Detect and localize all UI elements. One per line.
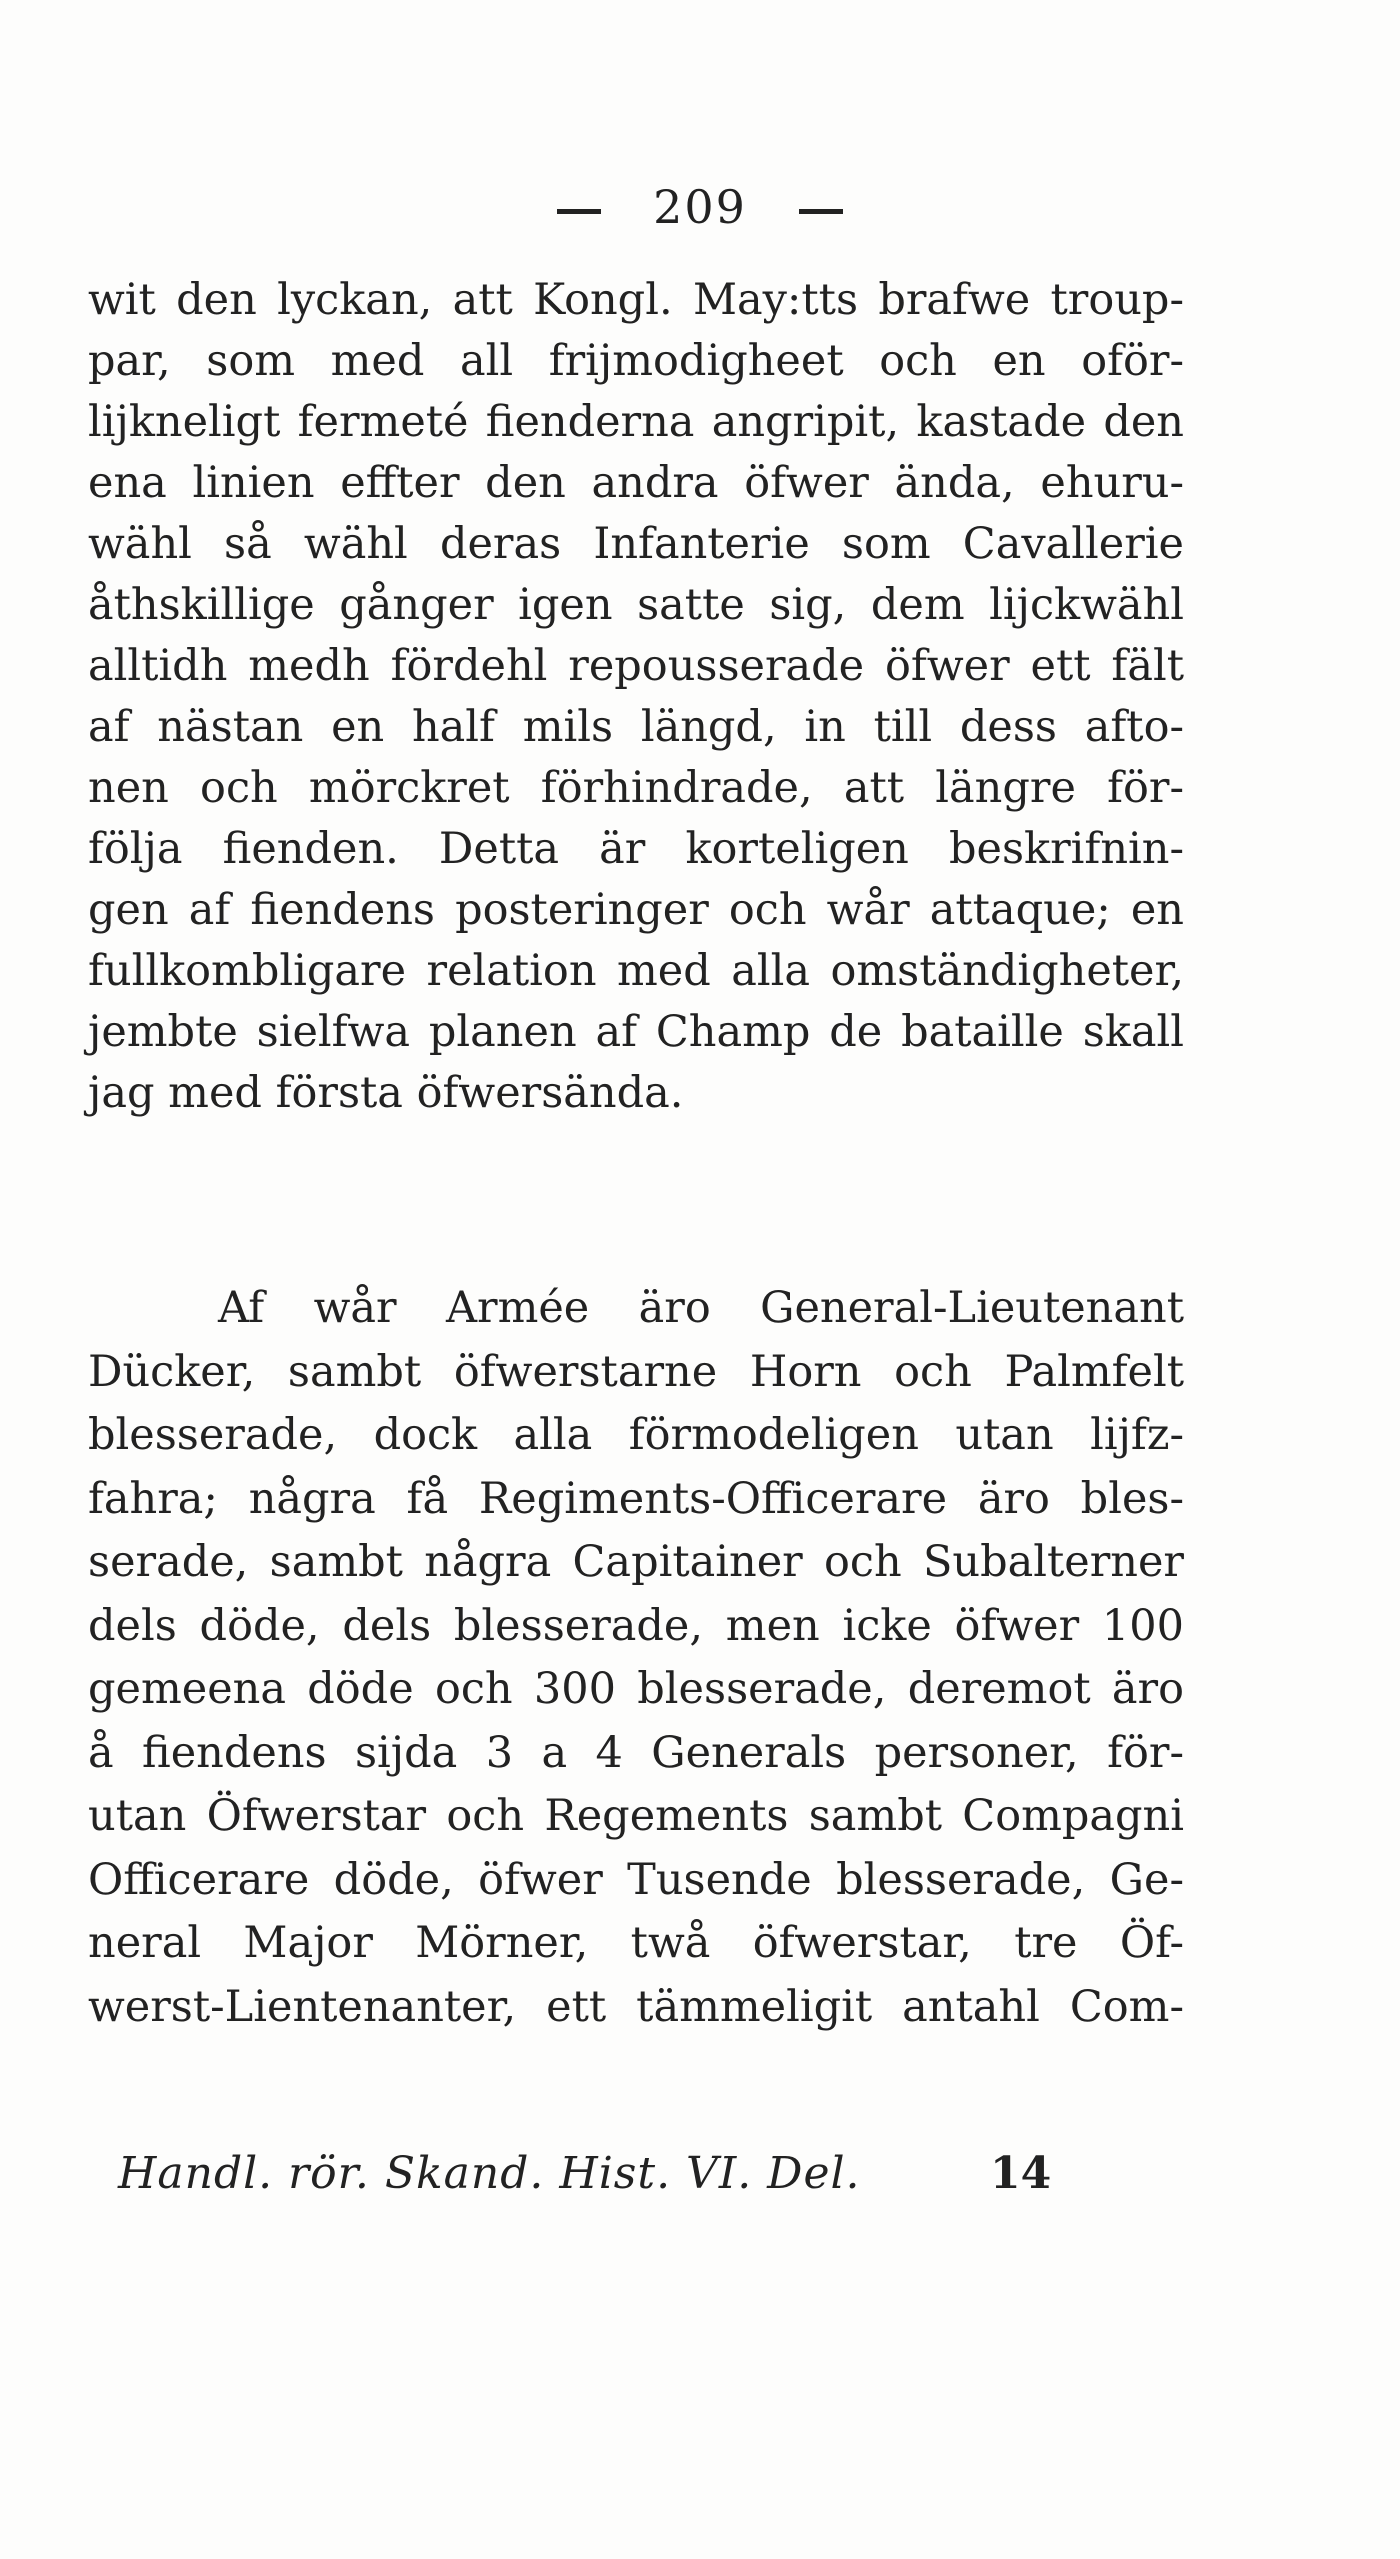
text-line: jag med första öfwersända.	[88, 1068, 684, 1118]
text-line: alltidh medh fördehl repousserade öfwer ett fält	[88, 641, 1184, 691]
paragraph-1	[88, 270, 1184, 1124]
text-line: serade, sambt några Capitainer och Subalterner	[88, 1537, 1184, 1587]
sheet-number: 14	[990, 2148, 1052, 2199]
text-line: dels döde, dels blesserade, men icke öfwer 100	[88, 1600, 1184, 1651]
text-line: Af wår Armée äro General-Lieutenant	[218, 1283, 1184, 1333]
text-line: neral Major Mörner, twå öfwerstar, tre Öf-	[88, 1918, 1184, 1968]
text-line: å fiendens sijda 3 a 4 Generals personer, för-	[88, 1727, 1184, 1778]
text-line: gemeena döde och 300 blesserade, deremot äro	[88, 1664, 1184, 1714]
header-dash-left	[557, 209, 601, 214]
text-line: åthskillige gånger igen satte sig, dem lijckwähl	[88, 580, 1184, 630]
text-line: gen af fiendens posteringer och wår attaque; en	[88, 885, 1184, 935]
paragraph-2	[88, 1277, 1184, 2039]
text-line: par, som med all frijmodigheet och en oför-	[88, 336, 1184, 386]
text-line: följa fienden. Detta är korteligen beskrifnin-	[88, 824, 1184, 874]
text-line: jembte sielfwa planen af Champ de bataille skall	[88, 1007, 1184, 1057]
text-line: Dücker, sambt öfwerstarne Horn och Palmfelt	[88, 1346, 1184, 1397]
text-line: wähl så wähl deras Infanterie som Cavallerie	[88, 519, 1184, 569]
text-line: nen och mörckret förhindrade, att längre för-	[88, 763, 1184, 813]
page-number: 209	[653, 180, 747, 234]
text-line: ena linien effter den andra öfwer ända, ehuru-	[88, 458, 1184, 508]
text-line: Officerare döde, öfwer Tusende blesserade, Ge-	[88, 1854, 1184, 1905]
text-line: fahra; några få Regiments-Officerare äro bles-	[88, 1473, 1184, 1524]
text-line: lijkneligt fermeté fienderna angripit, kastade den	[88, 397, 1184, 447]
text-line: blesserade, dock alla förmodeligen utan lijfz-	[88, 1410, 1184, 1460]
text-line: af nästan en half mils längd, in till dess afto-	[88, 702, 1184, 752]
text-line: werst-Lientenanter, ett tämmeligit antahl Com-	[88, 1981, 1184, 2032]
page-header	[0, 180, 1400, 234]
signature-mark: Handl. rör. Skand. Hist. VI. Del.	[118, 2148, 861, 2199]
header-dash-right	[799, 209, 843, 214]
text-line: fullkombligare relation med alla omständigheter,	[88, 946, 1184, 996]
text-line: utan Öfwerstar och Regements sambt Compagni	[88, 1791, 1184, 1841]
text-line: wit den lyckan, att Kongl. May:tts brafwe troup-	[88, 275, 1184, 325]
